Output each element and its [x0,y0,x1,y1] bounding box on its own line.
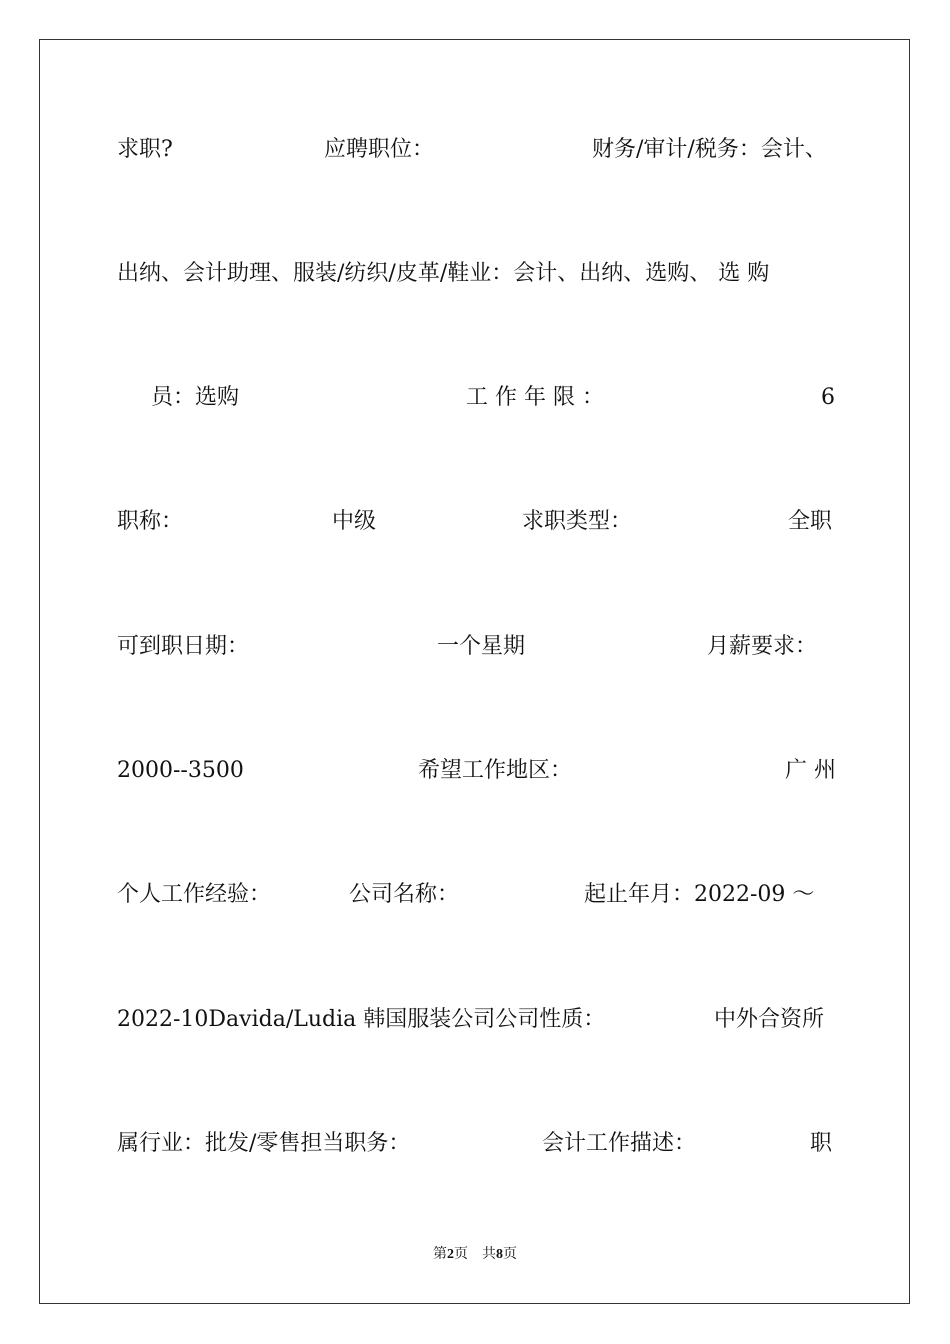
text-segment: 一个星期 [437,634,526,659]
text-line-3 [0,378,950,418]
text-segment: 出纳、会计助理、服装/纺织/皮革/鞋业：会计、出纳、选购、 选 购 [117,261,770,286]
page-border [39,39,910,1304]
text-line-8 [0,1000,950,1040]
text-segment: 起止年月：2022-09 ～ [584,882,815,907]
text-segment: 会计工作描述： [542,1131,697,1156]
text-segment: 公司名称： [349,882,460,907]
text-segment: 应聘职位： [324,137,435,162]
text-segment: 全职 [788,509,833,534]
text-segment: 2000--3500 [117,758,244,783]
text-segment: 属行业：批发/零售担当职务： [117,1131,411,1156]
current-page-number: 2 [447,1247,454,1262]
text-segment: 中外合资所 [714,1007,825,1032]
text-segment: 月薪要求： [707,634,818,659]
text-segment: 员：选购 [151,385,240,410]
footer-prefix: 第 [433,1247,447,1262]
text-line-7 [0,875,950,915]
text-segment: 工 作 年 限 ： [466,385,604,410]
total-page-number: 8 [496,1247,503,1262]
page-number-footer [0,1245,950,1265]
text-line-5 [0,627,950,667]
text-line-6 [0,751,950,791]
text-segment: 6 [821,385,835,410]
text-line-4 [0,502,950,542]
footer-suffix: 页 [503,1247,517,1262]
text-segment: 希望工作地区： [418,758,573,783]
text-segment: 财务/审计/税务：会计、 [592,137,827,162]
text-segment: 个人工作经验： [117,882,272,907]
text-segment: 可到职日期： [117,634,250,659]
text-segment: 职称： [117,509,184,534]
text-line-9 [0,1124,950,1164]
text-line-1 [0,130,950,170]
text-line-2 [0,254,950,294]
text-segment: 职 [810,1131,833,1156]
text-segment: 求职类型： [522,509,633,534]
footer-middle: 页 共 [454,1247,496,1262]
text-segment: 2022-10Davida/Ludia 韩国服装公司公司性质： [117,1007,606,1032]
text-segment: 广 州 [785,758,836,783]
text-segment: 求职? [117,137,173,162]
text-segment: 中级 [332,509,377,534]
